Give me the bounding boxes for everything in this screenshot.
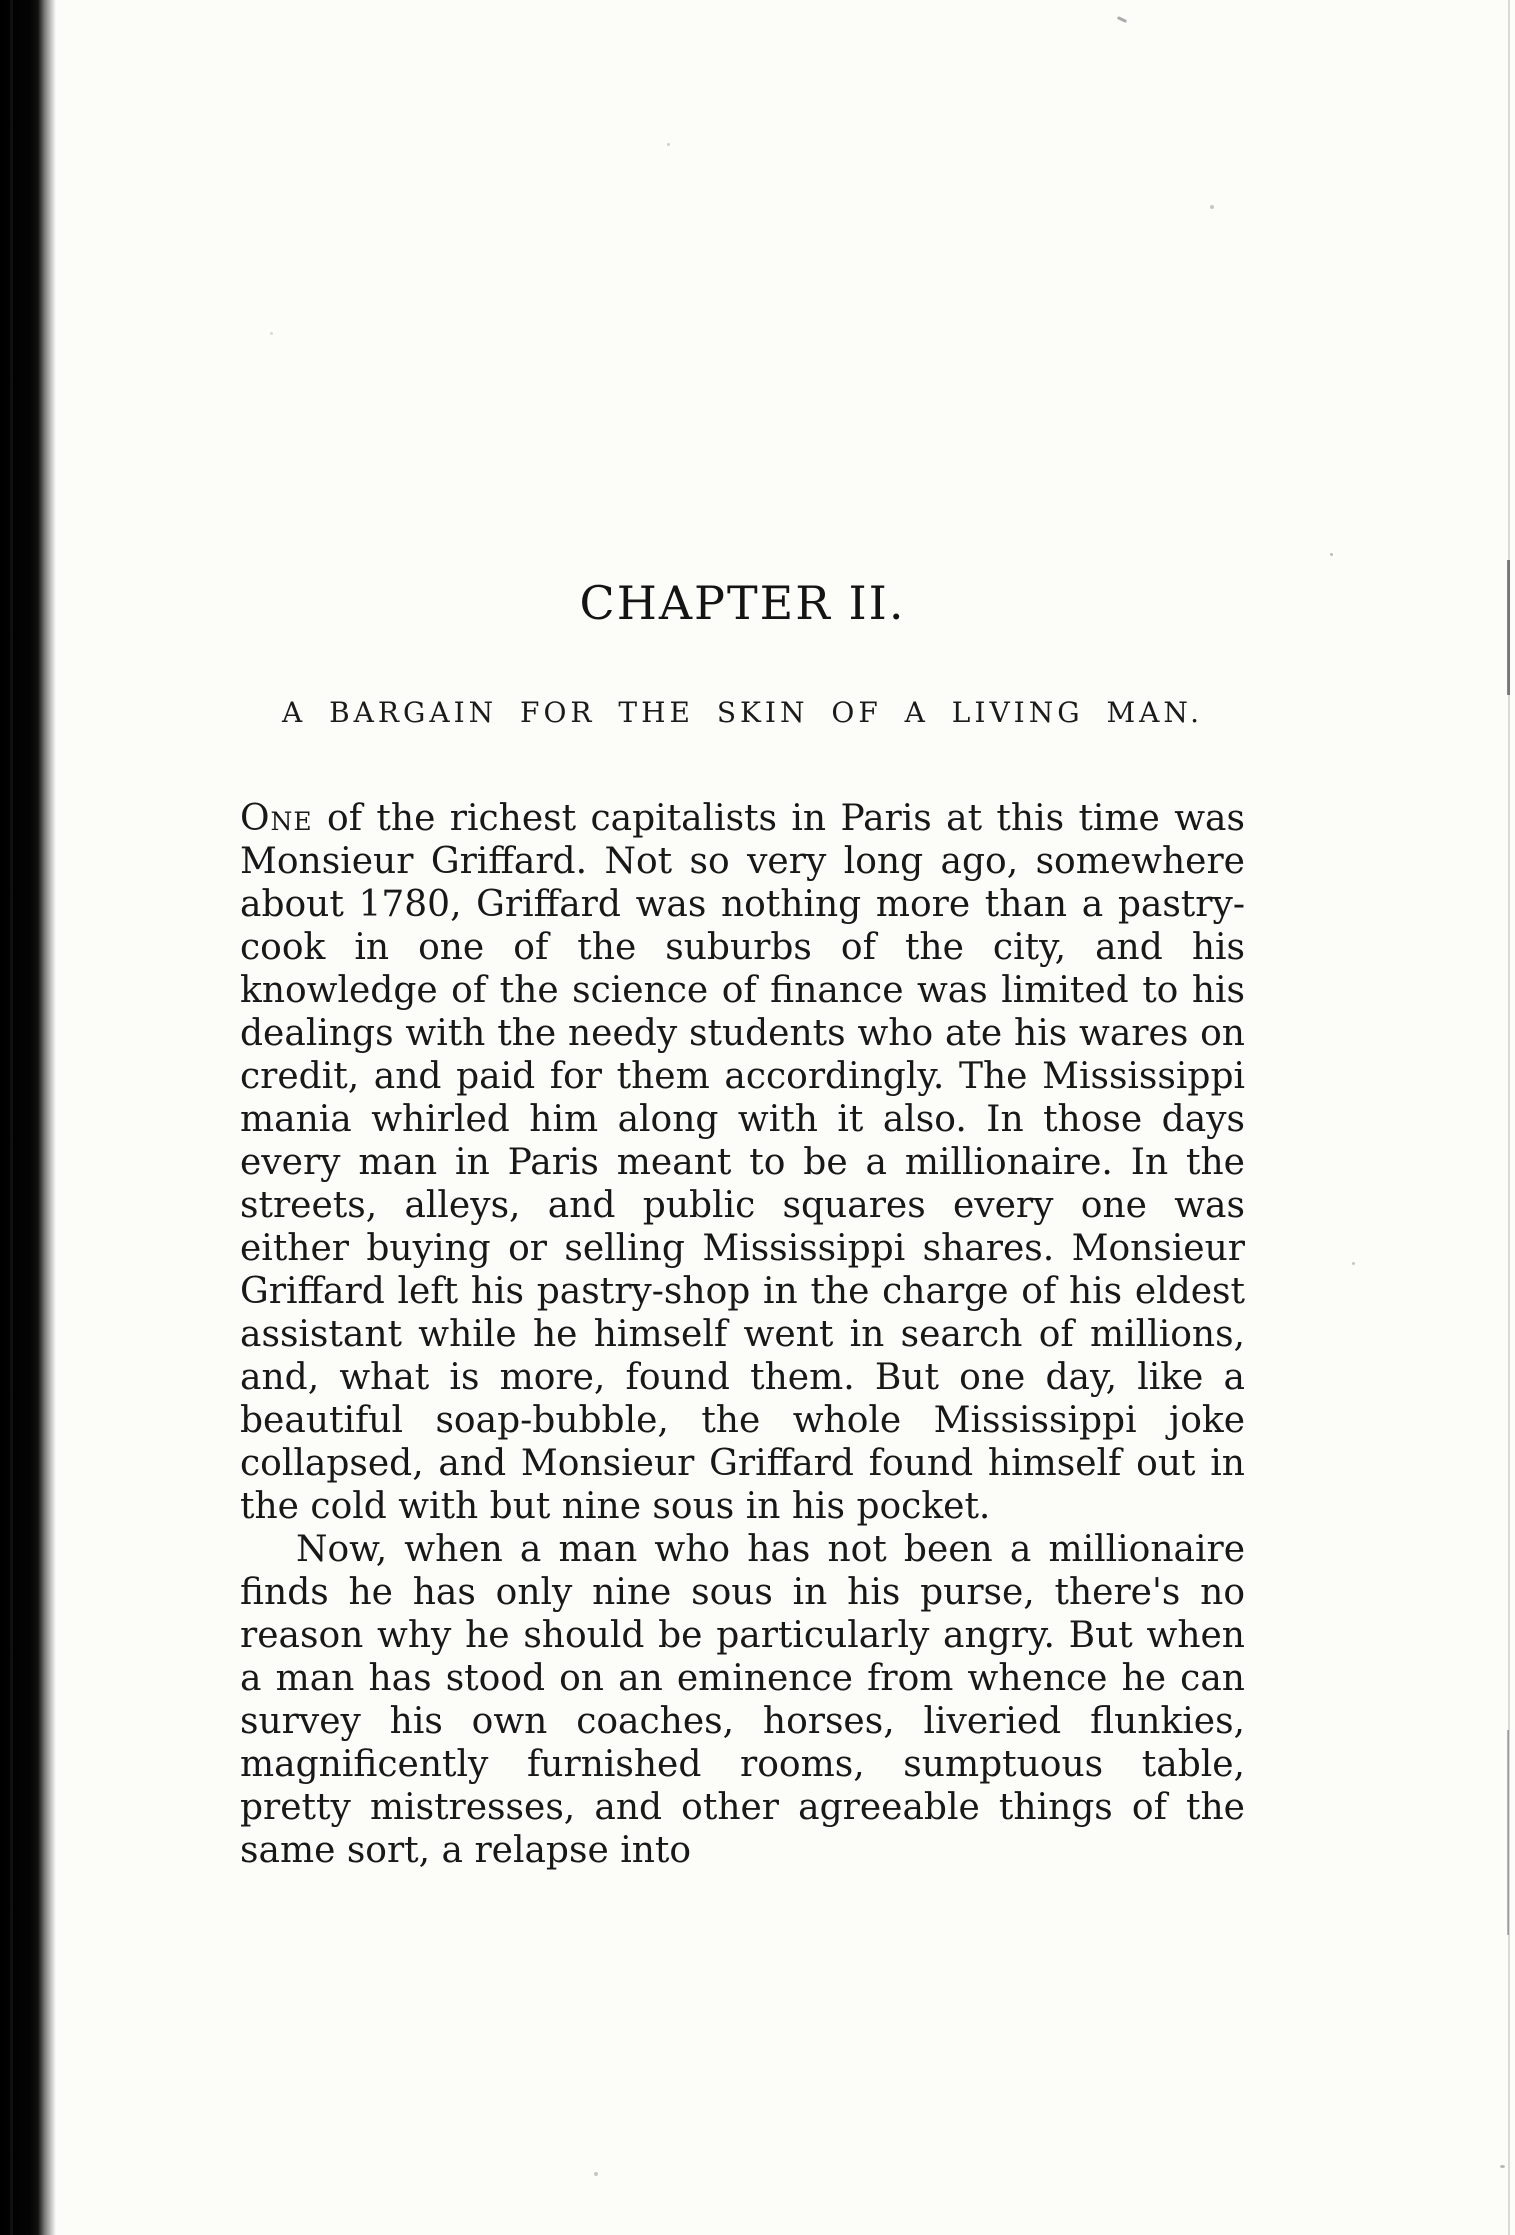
page-edge-line-segment xyxy=(1507,1730,1509,1935)
paragraph: Now, when a man who has not been a millionaire finds he has only nine sous in his purse, there's no reason why he should be particularly angry. But when a man has stood on an eminence from whence he can survey his own coaches, horses, liveried flunkies, magnificently furnished rooms, sumptuous table, pretty mistresses, and other agreeable things of the same sort, a relapse into xyxy=(240,1529,1245,1871)
body-text xyxy=(240,797,1245,1872)
scan-speck xyxy=(1330,553,1333,556)
scan-speck xyxy=(667,143,670,146)
lead-word: One xyxy=(240,798,313,839)
binding-shadow xyxy=(0,0,56,2235)
paragraph-text: of the richest capitalists in Paris at this time was Monsieur Griffard. Not so very long ago, somewhere about 1780, Griffard was nothing more than a pastry-cook in one of the suburbs of the city, and his knowledge of the science of finance was limited to his dealings with the needy students who ate his wares on credit, and paid for them accordingly. The Mississippi mania whirled him along with it also. In those days every man in Paris meant to be a millionaire. In the streets, alleys, and public squares every one was either buying or selling Mississippi shares. Monsieur Griffard left his pastry-shop in the charge of his eldest assistant while he himself went in search of millions, and, what is more, found them. But one day, like a beautiful soap-bubble, the whole Mississippi joke collapsed, and Monsieur Griffard found himself out in the cold with but nine sous in his pocket. xyxy=(240,798,1245,1527)
chapter-subtitle: A BARGAIN FOR THE SKIN OF A LIVING MAN. xyxy=(281,696,1203,729)
scan-speck xyxy=(1117,16,1127,23)
scan-speck xyxy=(1210,205,1214,209)
scan-speck xyxy=(1352,1262,1355,1265)
scan-speck xyxy=(594,2172,598,2176)
paragraph xyxy=(240,797,1245,1528)
page-content xyxy=(240,576,1245,1872)
scan-speck xyxy=(270,332,273,335)
chapter-heading: CHAPTER II. xyxy=(579,576,906,630)
page-edge-line-segment xyxy=(1507,560,1510,695)
scan-speck xyxy=(1500,2165,1505,2168)
